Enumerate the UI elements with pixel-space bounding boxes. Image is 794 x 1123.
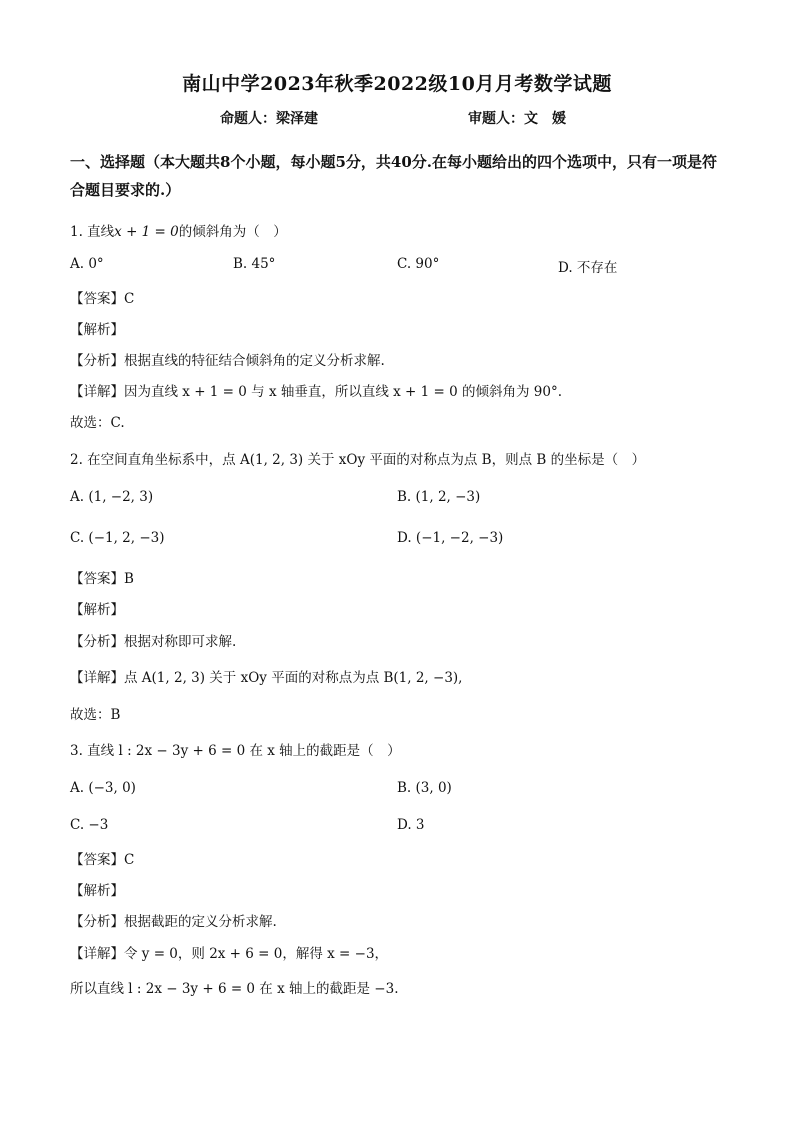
q2-option-a: A. (1, −2, 3) bbox=[70, 489, 154, 505]
q3-option-b: B. (3, 0) bbox=[397, 780, 452, 796]
q2-analysis-label: 【解析】 bbox=[70, 602, 124, 618]
q1-choice: 故选：C. bbox=[70, 415, 125, 431]
section-heading: 一、选择题（本大题共8个小题，每小题5分，共40分.在每小题给出的四个选项中，只有一项是符合题目要求的.） bbox=[70, 153, 717, 199]
q1-analysis-label: 【解析】 bbox=[70, 322, 124, 338]
question-setter: 命题人：梁泽建 bbox=[220, 111, 318, 127]
q1-fenxi: 【分析】根据直线的特征结合倾斜角的定义分析求解. bbox=[70, 353, 385, 369]
q1-option-a: A. 0° bbox=[70, 256, 104, 272]
q1-option-c: C. 90° bbox=[397, 256, 440, 272]
q2-answer: 【答案】B bbox=[70, 571, 134, 587]
q3-fenxi: 【分析】根据截距的定义分析求解. bbox=[70, 914, 277, 930]
q2-choice: 故选：B bbox=[70, 707, 121, 723]
q1-stem-math: x + 1 = 0 bbox=[114, 224, 179, 240]
q3-option-a: A. (−3, 0) bbox=[70, 780, 136, 796]
q1-stem-pre: 1. 直线 bbox=[70, 224, 115, 240]
q3-stem: 3. 直线 l : 2x − 3y + 6 = 0 在 x 轴上的截距是（ ） bbox=[70, 743, 401, 759]
question-reviewer: 审题人：文 媛 bbox=[468, 111, 566, 127]
page-title: 南山中学2023年秋季2022级10月月考数学试题 bbox=[182, 73, 612, 95]
q3-option-d: D. 3 bbox=[397, 817, 425, 833]
q1-answer: 【答案】C bbox=[70, 291, 135, 307]
q2-option-b: B. (1, 2, −3) bbox=[397, 489, 481, 505]
q2-stem: 2. 在空间直角坐标系中，点 A(1, 2, 3) 关于 xOy 平面的对称点为点 B，则点 B 的坐标是（ ） bbox=[70, 452, 646, 468]
q2-fenxi: 【分析】根据对称即可求解. bbox=[70, 634, 237, 650]
q2-xiangjie: 【详解】点 A(1, 2, 3) 关于 xOy 平面的对称点为点 B(1, 2, −3), bbox=[70, 670, 463, 686]
q3-answer: 【答案】C bbox=[70, 852, 135, 868]
q1-xiangjie: 【详解】因为直线 x + 1 = 0 与 x 轴垂直，所以直线 x + 1 = 0 的倾斜角为 90°. bbox=[70, 384, 563, 400]
q1-stem bbox=[70, 220, 287, 240]
q1-option-b: B. 45° bbox=[233, 256, 276, 272]
q3-conclusion: 所以直线 l : 2x − 3y + 6 = 0 在 x 轴上的截距是 −3. bbox=[70, 981, 399, 997]
q3-xiangjie: 【详解】令 y = 0，则 2x + 6 = 0，解得 x = −3， bbox=[70, 946, 389, 962]
q1-stem-post: 的倾斜角为（ ） bbox=[178, 224, 287, 240]
q2-option-c: C. (−1, 2, −3) bbox=[70, 530, 165, 546]
q2-option-d: D. (−1, −2, −3) bbox=[397, 530, 504, 546]
q1-option-d: D. 不存在 bbox=[558, 260, 618, 276]
q3-analysis-label: 【解析】 bbox=[70, 883, 124, 899]
q3-option-c: C. −3 bbox=[70, 817, 109, 833]
